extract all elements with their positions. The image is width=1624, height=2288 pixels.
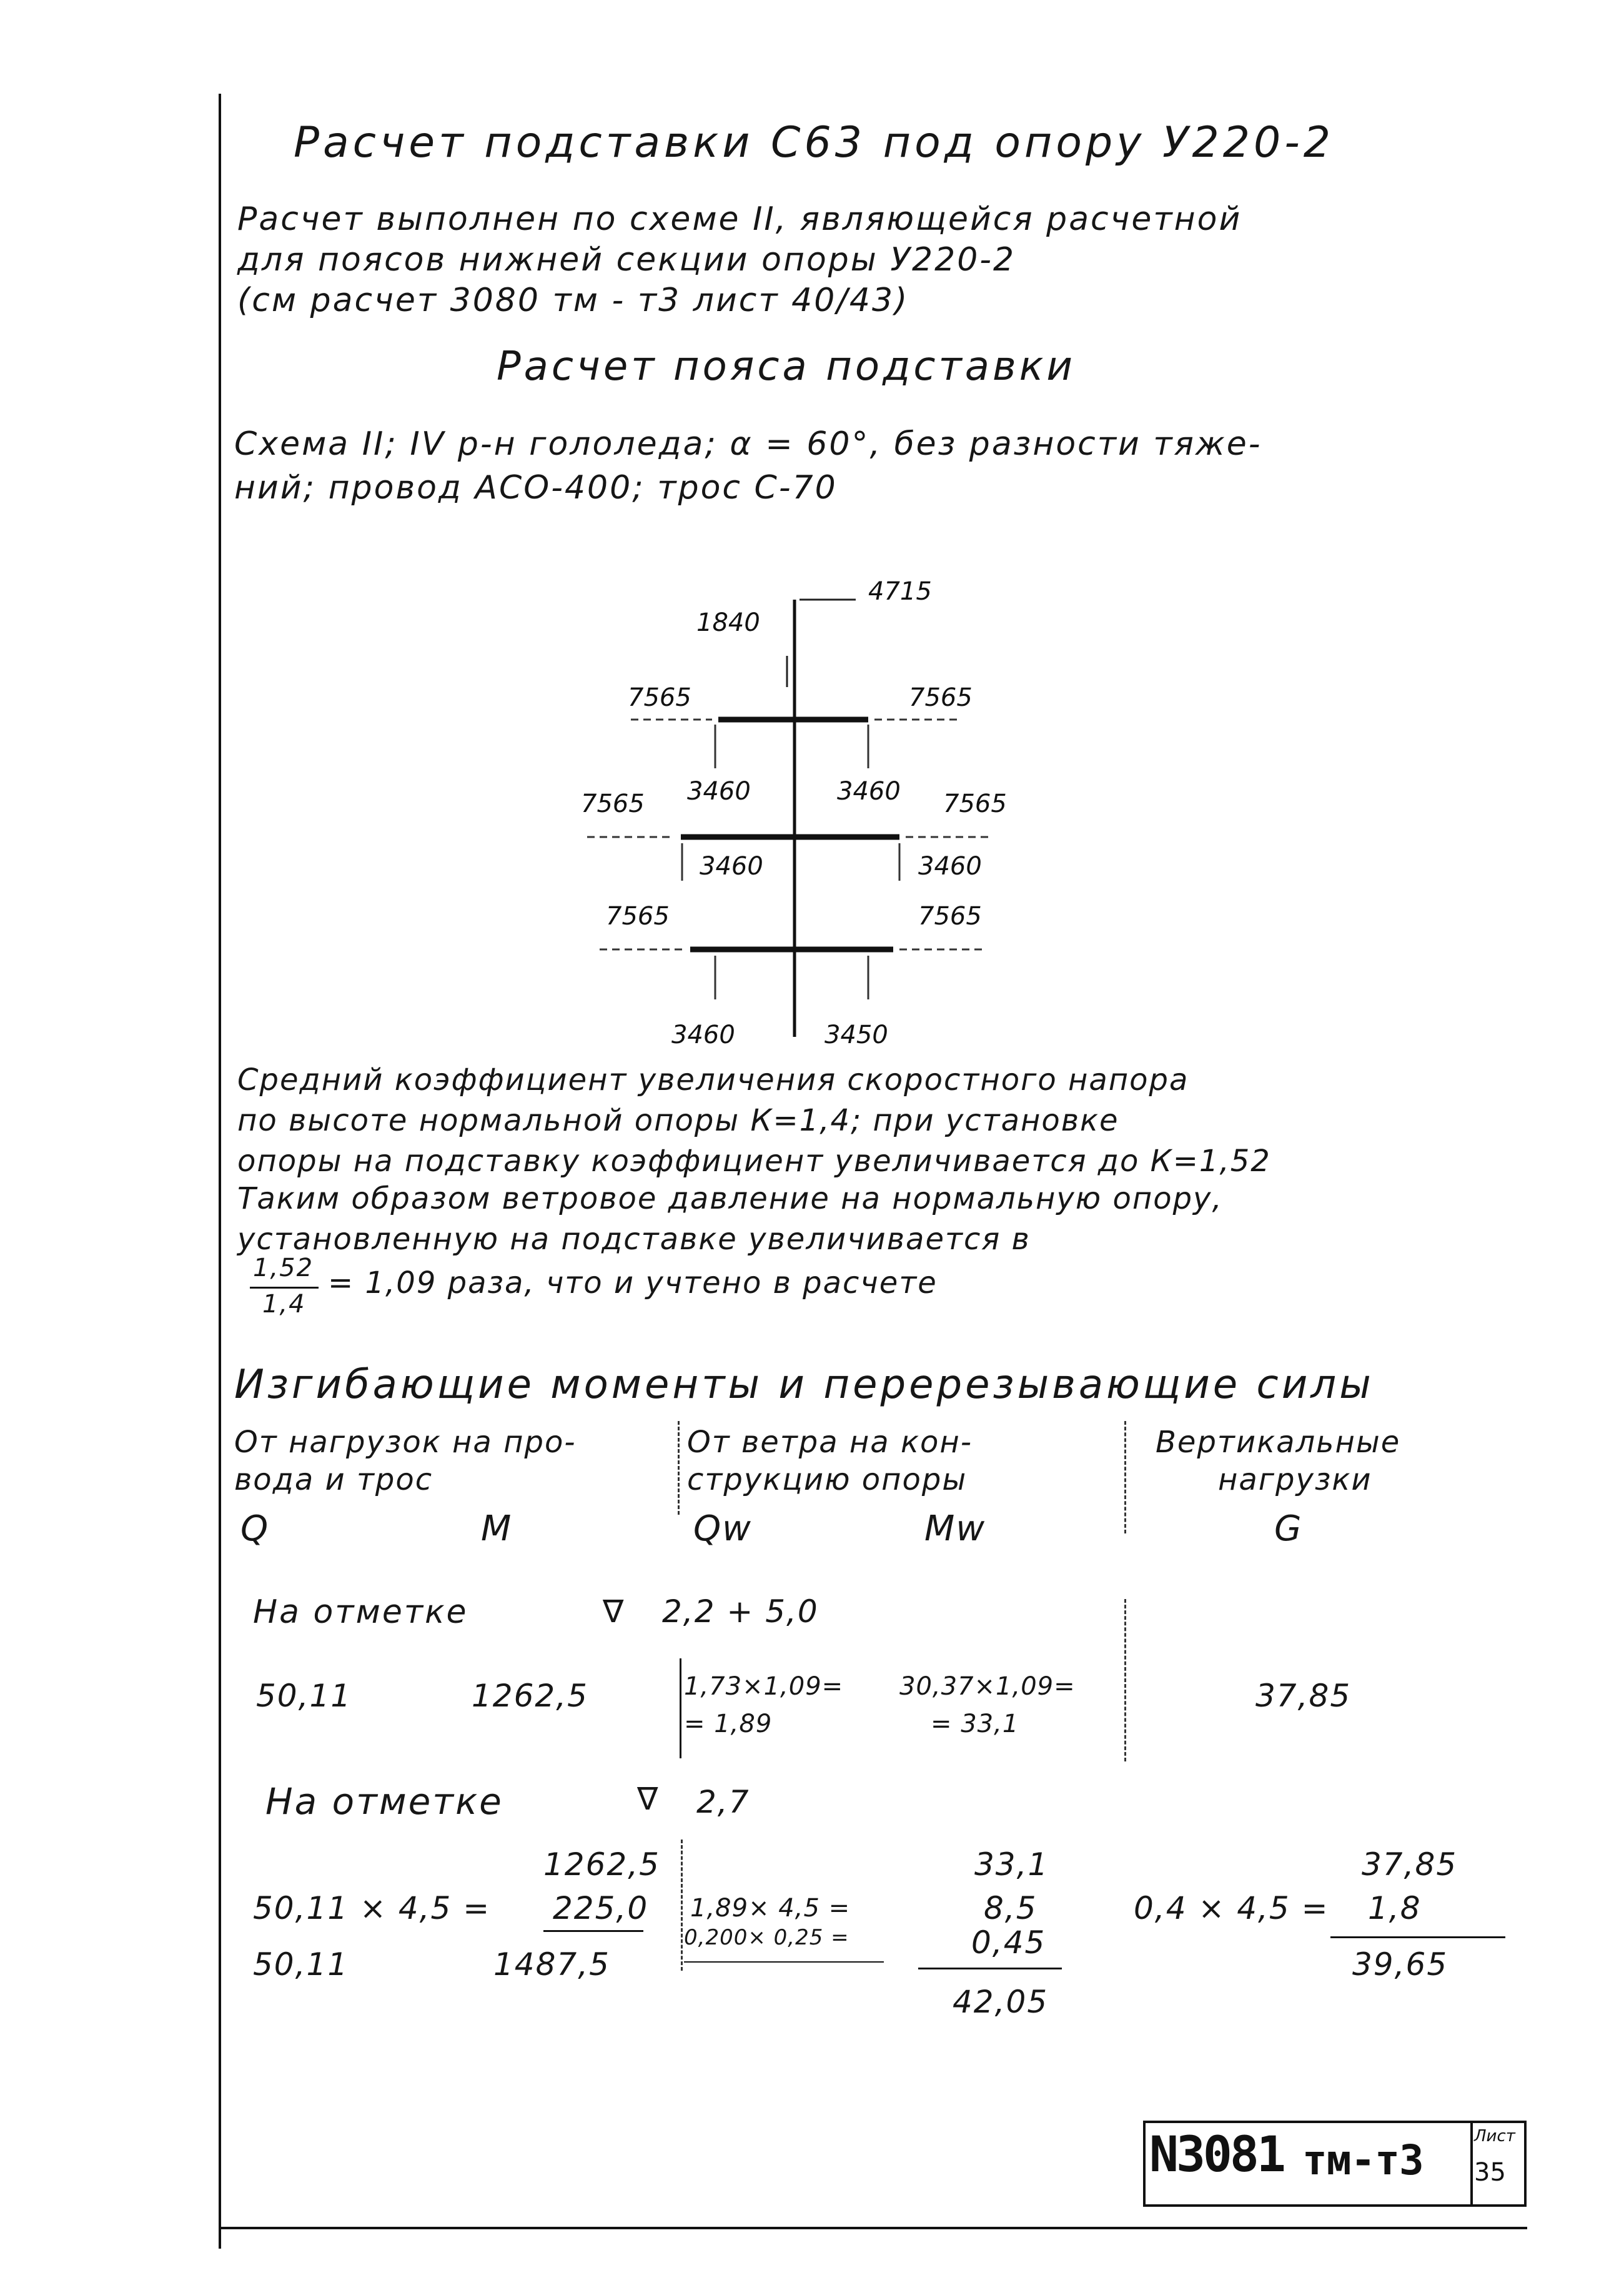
force-diagram — [562, 562, 1062, 1062]
stamp-sheet-number: 35 — [1474, 2158, 1506, 2187]
r2-mw-total: 42,05 — [953, 1984, 1049, 2020]
col1-head-2: вода и трос — [234, 1462, 433, 1497]
r2-qw-expr-1: 1,89× 4,5 = — [690, 1894, 851, 1923]
stamp-sheet-label: Лист — [1474, 2127, 1515, 2146]
r2-m-top: 1262,5 — [543, 1846, 660, 1883]
mark1-triangle: ∇ — [603, 1593, 625, 1630]
r2-q-total: 50,11 — [253, 1946, 349, 1983]
r2-m-sum-line — [543, 1930, 643, 1932]
diagram-r2-v-label: 3460 — [918, 852, 982, 881]
scheme-line-1: Схема II; IV р-н гололеда; α = 60°, без разности тяже- — [234, 425, 1262, 463]
col-divider-1-row2 — [681, 1840, 683, 1971]
symbol-qw: Qw — [693, 1508, 752, 1549]
symbol-mw: Mw — [924, 1508, 986, 1549]
col2-head-2: струкцию опоры — [687, 1462, 968, 1497]
paragraph-line-1: Средний коэффициент увеличения скоростного напора — [237, 1062, 1189, 1097]
r2-mw-mid-1: 8,5 — [984, 1890, 1037, 1926]
diagram-br-v-label: 3450 — [824, 1021, 888, 1049]
diagram-l2-h-label: 7565 — [581, 790, 645, 818]
fraction-numerator: 1,52 — [253, 1254, 314, 1282]
intro-line-2: для поясов нижней секции опоры У220-2 — [237, 241, 1016, 279]
stamp-code: N3081 — [1149, 2127, 1284, 2183]
diagram-l3-h-label: 7565 — [606, 902, 670, 931]
col1-head-1: От нагрузок на про- — [234, 1425, 577, 1460]
margin-line — [219, 94, 221, 2249]
r2-g-mid: 1,8 — [1368, 1890, 1422, 1926]
paragraph-line-4: Таким образом ветровое давление на нормальную опору, — [237, 1181, 1223, 1216]
symbol-q: Q — [240, 1508, 270, 1549]
bottom-frame-line — [219, 2227, 1527, 2229]
r1-q: 50,11 — [256, 1678, 352, 1714]
diagram-r3-h-label: 7565 — [918, 902, 982, 931]
fraction-bar — [250, 1287, 319, 1289]
diagram-l1-h-label: 7565 — [628, 683, 691, 712]
col3-head-2: нагрузки — [1218, 1462, 1372, 1497]
col-divider-1-row1 — [680, 1658, 681, 1758]
r2-m-total: 1487,5 — [493, 1946, 610, 1983]
col3-head-1: Вертикальные — [1156, 1425, 1401, 1460]
mark2-triangle: ∇ — [637, 1781, 660, 1817]
r1-m: 1262,5 — [472, 1678, 588, 1714]
r2-mw-sum-line — [918, 1968, 1062, 1969]
fraction-denominator: 1,4 — [262, 1290, 306, 1319]
r2-g-total: 39,65 — [1352, 1946, 1448, 1983]
mark1-label: На отметке — [253, 1593, 468, 1631]
intro-line-1: Расчет выполнен по схеме II, являющейся расчетной — [237, 201, 1242, 238]
r2-mw-top: 33,1 — [974, 1846, 1049, 1883]
r1-qw-result: = 1,89 — [684, 1710, 773, 1738]
diagram-r2-h-label: 7565 — [943, 790, 1007, 818]
diagram-r1-h-label: 7565 — [909, 683, 973, 712]
symbol-m: M — [481, 1508, 513, 1549]
intro-line-3: (см расчет 3080 тм - т3 лист 40/43) — [237, 282, 909, 319]
section-heading-belt: Расчет пояса подставки — [497, 344, 1076, 390]
symbol-g: G — [1274, 1508, 1303, 1549]
paragraph-line-2: по высоте нормальной опоры К=1,4; при установке — [237, 1103, 1119, 1138]
diagram-top-v-label: 1840 — [696, 608, 760, 637]
section-heading-moments: Изгибающие моменты и перерезывающие силы — [234, 1362, 1374, 1408]
r1-mw-expr: 30,37×1,09= — [899, 1672, 1076, 1701]
page-title: Расчет подставки С63 под опору У220-2 — [294, 118, 1335, 167]
r2-g-top: 37,85 — [1362, 1846, 1458, 1883]
r1-mw-result: = 33,1 — [931, 1710, 1019, 1738]
diagram-l1-v-label: 3460 — [687, 777, 751, 806]
stamp-suffix: тм-т3 — [1302, 2136, 1423, 2184]
paragraph-line-6: = 1,09 раза, что и учтено в расчете — [328, 1265, 938, 1300]
r1-g: 37,85 — [1255, 1678, 1352, 1714]
r2-q-expr: 50,11 × 4,5 = — [253, 1890, 491, 1926]
diagram-top-h-label: 4715 — [868, 577, 932, 606]
mark1-value: 2,2 + 5,0 — [662, 1593, 819, 1630]
r2-qw-expr-2: 0,200× 0,25 = — [684, 1925, 849, 1950]
r1-qw-expr: 1,73×1,09= — [684, 1672, 844, 1701]
scheme-line-2: ний; провод АСО-400; трос С-70 — [234, 469, 838, 507]
r2-qw-line — [684, 1961, 884, 1963]
diagram-l2-v-label: 3460 — [700, 852, 763, 881]
col2-head-1: От ветра на кон- — [687, 1425, 973, 1460]
mark2-label: На отметке — [265, 1780, 503, 1823]
paragraph-line-5: установленную на подставке увеличивается в — [237, 1222, 1031, 1257]
col-divider-1 — [678, 1421, 680, 1515]
paragraph-line-3: опоры на подставку коэффициент увеличивается до К=1,52 — [237, 1144, 1271, 1179]
r2-mw-mid-2: 0,45 — [971, 1924, 1046, 1961]
r2-m-mid: 225,0 — [553, 1890, 649, 1926]
col-divider-2-row1 — [1124, 1599, 1126, 1761]
diagram-r1-v-label: 3460 — [837, 777, 901, 806]
r2-g-sum-line — [1330, 1936, 1505, 1938]
diagram-bl-v-label: 3460 — [671, 1021, 735, 1049]
col-divider-2 — [1124, 1421, 1126, 1533]
r2-g-expr: 0,4 × 4,5 = — [1134, 1890, 1329, 1926]
mark2-value: 2,7 — [696, 1784, 750, 1820]
